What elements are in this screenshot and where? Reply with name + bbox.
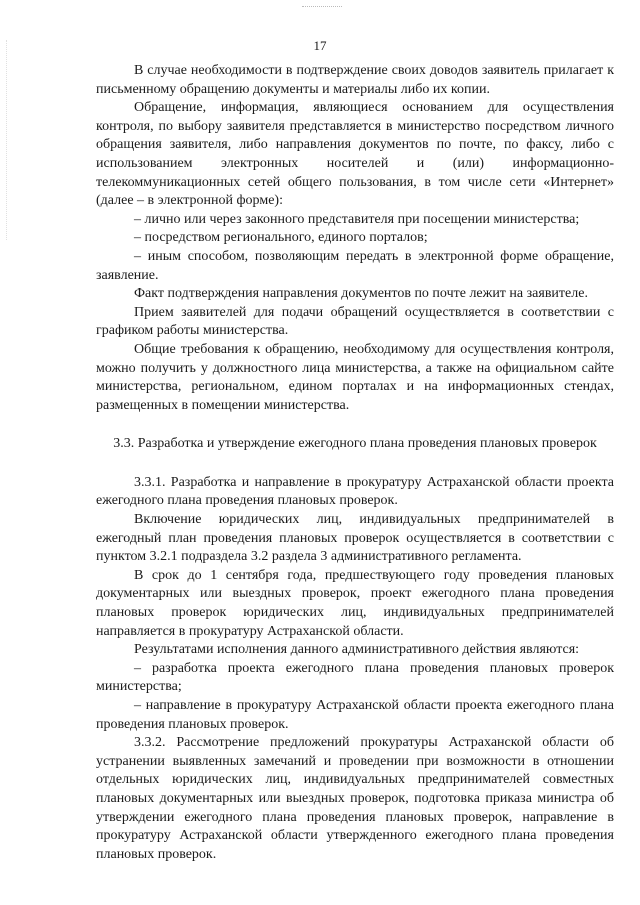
paragraph: Результатами исполнения данного административного действия являются: xyxy=(134,642,580,658)
list-item: – посредством регионального, единого порталов; xyxy=(134,230,428,246)
paragraph: 3.3.1. Разработка и направление в прокуратуру Астраханской области проекта ежегодного плана проведения плановых проверок. xyxy=(96,474,614,509)
scan-margin-artifact xyxy=(6,40,9,240)
list-item: – иным способом, позволяющим передать в электронной форме обращение, заявление. xyxy=(96,248,614,283)
paragraph: В срок до 1 сентября года, предшествующего году проведения плановых документарных или выездных проверок, проект ежегодного плана проведения плановых проверок юридических лиц, индивидуальных предпринимателей направляется в прокуратуру Астраханской области. xyxy=(96,567,614,639)
paragraph: Факт подтверждения направления документов по почте лежит на заявителе. xyxy=(134,286,588,302)
paragraph: Обращение, информация, являющиеся основанием для осуществления контроля, по выбору заявителя представляется в министерство посредством личного обращения заявителя, либо направления документов по почте, по факсу, либо с использованием электронных носителей и (или) информационно-телекоммуникационных сетей общего пользования, в том числе сети «Интернет» (далее – в электронной форме): xyxy=(96,100,614,209)
section-heading: 3.3. Разработка и утверждение ежегодного плана проведения плановых проверок xyxy=(113,436,597,452)
list-item: – разработка проекта ежегодного плана проведения плановых проверок министерства; xyxy=(96,660,614,695)
list-item: – направление в прокуратуру Астраханской области проекта ежегодного плана проведения плановых проверок. xyxy=(96,698,614,732)
paragraph: В случае необходимости в подтверждение своих доводов заявитель прилагает к письменному обращению документы и материалы либо их копии. xyxy=(96,63,614,97)
paragraph: Общие требования к обращению, необходимому для осуществления контроля, можно получить у должностного лица министерства, а также на официальном сайте министерства, региональном, едином порталах и на информационных стендах, размещенных в помещении министерства. xyxy=(96,341,614,413)
list-item: – лично или через законного представителя при посещении министерства; xyxy=(134,211,580,227)
paragraph: 3.3.2. Рассмотрение предложений прокуратуры Астраханской области об устранении выявленных замечаний и проведении при возможности в отношении отдельных юридических лиц, индивидуальных предпринимателей совместных плановых документарных или выездных проверок, подготовка приказа министра об утверждении ежегодного плана проведения плановых проверок, направление в прокуратуру Астраханской области утвержденного ежегодного плана проведения плановых проверок. xyxy=(96,735,614,862)
paragraph: Прием заявителей для подачи обращений осуществляется в соответствии с графиком работы министерства. xyxy=(96,304,614,339)
paragraph: Включение юридических лиц, индивидуальных предпринимателей в ежегодный план проведения плановых проверок осуществляется в соответствии с пунктом 3.2.1 подраздела 3.2 раздела 3 административного регламента. xyxy=(96,512,614,565)
page-number: 17 xyxy=(313,38,327,53)
scan-artifact xyxy=(302,6,342,9)
document-body xyxy=(96,62,614,864)
